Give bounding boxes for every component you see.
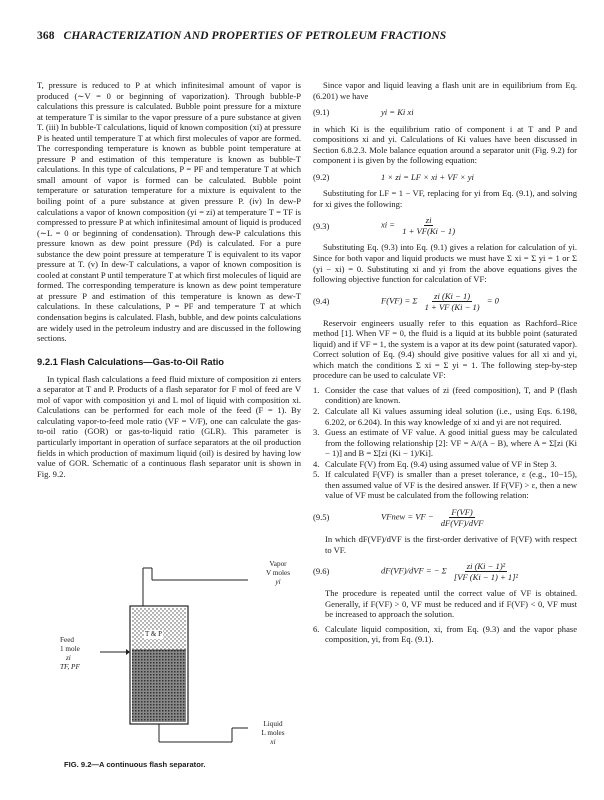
right-text-after-9-4: Reservoir engineers usually refer to this equation as Rachford–Rice method [1]. When VF = 0, the fluid is a liquid at its bubble point (saturated liquid) and if VF = 1, the system is a vapor at its dew point (saturated vapor). Correct solution of Eq. (9.4) should give positive values for all xi and yi, which match the conditions Σ xi = Σ yi = 1. The following step-by-step procedure can be used to calculate VF: bbox=[313, 317, 577, 381]
eq-numerator: zi (Ki − 1) bbox=[434, 290, 471, 301]
right-text-after-9-2: Substituting for LF = 1 − VF, replacing for yi from Eq. (9.1), and solving for xi gives the following: bbox=[313, 188, 577, 209]
equation-9-6 bbox=[313, 561, 577, 582]
eq-denominator: 1 + VF (Ki − 1) bbox=[424, 301, 480, 312]
feed-label: Feed bbox=[60, 636, 74, 644]
vessel-condition-label: T & P bbox=[145, 630, 162, 638]
list-item bbox=[313, 427, 577, 459]
list-item bbox=[313, 624, 577, 645]
right-intro: Since vapor and liquid leaving a flash unit are in equilibrium from Eq. (6.201) we have bbox=[313, 80, 577, 101]
liquid-label-block bbox=[250, 720, 296, 747]
eq-number: (9.2) bbox=[313, 171, 330, 182]
step-number: 4. bbox=[313, 458, 320, 469]
eq-lhs: dF(VF)/dVF = − Σ bbox=[381, 565, 447, 576]
step-text: Calculate all Ki values assuming ideal solution (i.e., using Eqs. 6.198, 6.202, or 6.204). In this way knowledge of xi and yi are not required. bbox=[325, 406, 577, 427]
step-text: Guess an estimate of VF value. A good initial guess may be calculated from the following relationship [2]: VF = A/(A − B), where A = Σ[zi (Ki − 1)] and B = Σ[zi (Ki − 1)/Ki]. bbox=[325, 427, 577, 459]
left-paragraph-1: T, pressure is reduced to P at which infinitesimal amount of vapor is produced (∼V = 0 or beginning of vaporization). Through bubble-P calculations this pressure is calculated. Bubble point pressure for a mixture at temperature T is similar to the vapor pressure of a pure substance at given T. (iii) In bubble-T calculations, liquid of known composition (xi) at pressure P is heated until temperature T at which first molecules of vapor are formed. The corresponding temperature is known as bubble point temperature at pressure P and estimation of this temperature is known as bubble-T calculations. In this type of calculations, P = PF and temperature T at which small amount of vapor is formed can be calculated. Bubble point temperature or saturation temperature for a mixture is equivalent to the boiling point of a pure substance at given pressure P. (iv) In dew-P calculations a vapor of known composition (yi = zi) at temperature T = TF is compressed to pressure P at which infinitesimal amount of liquid is produced (∼L = 0 or beginning of condensation). Through dew-P calculations this pressure known as dew point pressure (Pd) is calculated. For a pure substance the dew point pressure at temperature T is equivalent to its vapor pressure at T. (v) In dew-T calculations, a vapor of known composition is cooled at constant P until temperature T at which first molecules of liquid are formed. The corresponding temperature is known as dew point temperature at pressure P and estimation of this temperature is known as dew-T calculations. In these calculations, P = PF and temperature T at which condensation begins is calculated. Flash, bubble, and dew points calculations are widely used in the petroleum industry and are discussed in the following sections. bbox=[37, 80, 302, 344]
feed-moles: 1 mole bbox=[60, 645, 80, 653]
eq-numerator: zi bbox=[425, 215, 432, 226]
step-text: Calculate F(V) from Eq. (9.4) using assumed value of VF in Step 3. bbox=[325, 458, 557, 469]
step-number: 3. bbox=[313, 427, 320, 438]
left-column bbox=[37, 80, 301, 479]
eq-rhs: = 0 bbox=[486, 295, 499, 306]
vapor-moles: V moles bbox=[265, 569, 291, 577]
eq-denominator: [VF (Ki − 1) + 1]² bbox=[453, 572, 519, 583]
right-text-after-9-3: Substituting Eq. (9.3) into Eq. (9.1) gives a relation for calculation of yi. Since for both vapor and liquid products we must have Σ xi = Σ yi = 1 or Σ (yi − xi) = 0. Substituting xi and yi from the above equations gives the following objective function for calculation of VF: bbox=[313, 242, 577, 285]
running-title: CHARACTERIZATION AND PROPERTIES OF PETROLEUM FRACTIONS bbox=[63, 30, 447, 42]
eq-number: (9.1) bbox=[313, 107, 330, 118]
liquid-label: Liquid bbox=[263, 720, 283, 728]
vapor-composition: yi bbox=[275, 578, 281, 586]
liquid-moles: L moles bbox=[261, 729, 285, 737]
equation-9-1 bbox=[313, 107, 577, 118]
list-item bbox=[313, 385, 577, 406]
right-text-after-9-1: in which Ki is the equilibrium ratio of component i at T and P and compositions xi and yi. Calculations of Ki values have been discussed in Section 6.8.2.3. Mole balance equation around a separator unit (Fig. 9.2) for component i is given by the following equation: bbox=[313, 123, 577, 166]
eq-numerator: F(VF) bbox=[451, 506, 473, 517]
list-item bbox=[313, 406, 577, 427]
right-column bbox=[313, 80, 577, 645]
step-number: 5. bbox=[313, 469, 320, 480]
step-number: 6. bbox=[313, 623, 320, 634]
eq-body: yi = Ki xi bbox=[381, 107, 414, 118]
procedure-list-continued bbox=[313, 624, 577, 645]
right-text-after-9-6: The procedure is repeated until the correct value of VF is obtained. Generally, if F(VF) > 0, VF must be reduced and if F(VF) < 0, VF must be increased to approach the solution. bbox=[325, 588, 577, 620]
feed-label-block bbox=[60, 636, 80, 672]
eq-body: 1 × zi = LF × xi + VF × yi bbox=[381, 171, 474, 182]
flash-separator-figure bbox=[60, 560, 300, 760]
eq-lhs: xi = bbox=[381, 219, 396, 230]
eq-fraction bbox=[452, 561, 520, 582]
step-number: 2. bbox=[313, 406, 320, 417]
step-text: If calculated F(VF) is smaller than a preset tolerance, ε (e.g., 10−15), then assumed value of VF is the desired answer. If F(VF) > ε, then a new value of VF must be calculated from the following relation: bbox=[325, 469, 577, 501]
eq-lhs: VFnew = VF − bbox=[381, 511, 434, 522]
eq-number: (9.6) bbox=[313, 566, 330, 577]
page-number: 368 bbox=[37, 30, 55, 42]
eq-lhs: F(VF) = Σ bbox=[381, 295, 418, 306]
left-paragraph-2: In typical flash calculations a feed fluid mixture of composition zi enters a separator at T and P. Products of a flash separator for F mol of feed are V mol of vapor with composition yi and L mol of liquid with composition xi. Calculations can be performed for each mole of the feed (F = 1). By calculating vapor-to-feed mole ratio (VF = V/F), one can calculate the gas-to-oil ratio (GOR) or gas-to-liquid ratio (GLR). This parameter is particularly important in operation of surface separators at the oil production fields in which production of maximum liquid (oil) is desired by having low value of GOR. Schematic of a continuous flash separator unit is shown in Fig. 9.2. bbox=[37, 373, 301, 479]
eq-denominator: 1 + VF(Ki − 1) bbox=[402, 226, 456, 237]
eq-fraction bbox=[439, 507, 486, 528]
right-text-after-9-5: In which dF(VF)/dVF is the first-order derivative of F(VF) with respect to VF. bbox=[325, 533, 577, 555]
eq-number: (9.5) bbox=[313, 512, 330, 523]
eq-numerator: zi (Ki − 1)² bbox=[466, 561, 506, 572]
equation-9-2 bbox=[313, 172, 577, 183]
list-item bbox=[313, 459, 577, 470]
eq-fraction bbox=[423, 291, 482, 312]
liquid-composition: xi bbox=[270, 738, 276, 746]
section-title: 9.2.1 Flash Calculations—Gas-to-Oil Ratio bbox=[37, 355, 225, 367]
eq-fraction bbox=[400, 215, 457, 236]
vapor-label-block bbox=[256, 560, 300, 587]
step-text: Calculate liquid composition, xi, from Eq. (9.3) and the vapor phase composition, yi, from Eq. (9.1). bbox=[325, 623, 577, 645]
procedure-list bbox=[313, 385, 577, 501]
feed-composition: zi bbox=[66, 654, 71, 662]
equation-9-3 bbox=[313, 215, 577, 236]
figure-caption: FIG. 9.2—A continuous flash separator. bbox=[64, 760, 206, 769]
step-text: Consider the case that values of zi (feed composition), T, and P (flash condition) are known. bbox=[325, 384, 577, 406]
eq-number: (9.4) bbox=[313, 295, 330, 306]
feed-conditions: TF, PF bbox=[60, 663, 80, 671]
list-item bbox=[313, 469, 577, 501]
page-header bbox=[37, 30, 567, 42]
equation-9-5 bbox=[313, 507, 577, 528]
equation-9-4 bbox=[313, 291, 577, 312]
vapor-label: Vapor bbox=[269, 560, 287, 568]
step-number: 1. bbox=[313, 384, 320, 395]
eq-denominator: dF(VF)/dVF bbox=[440, 517, 484, 528]
eq-number: (9.3) bbox=[313, 220, 330, 231]
